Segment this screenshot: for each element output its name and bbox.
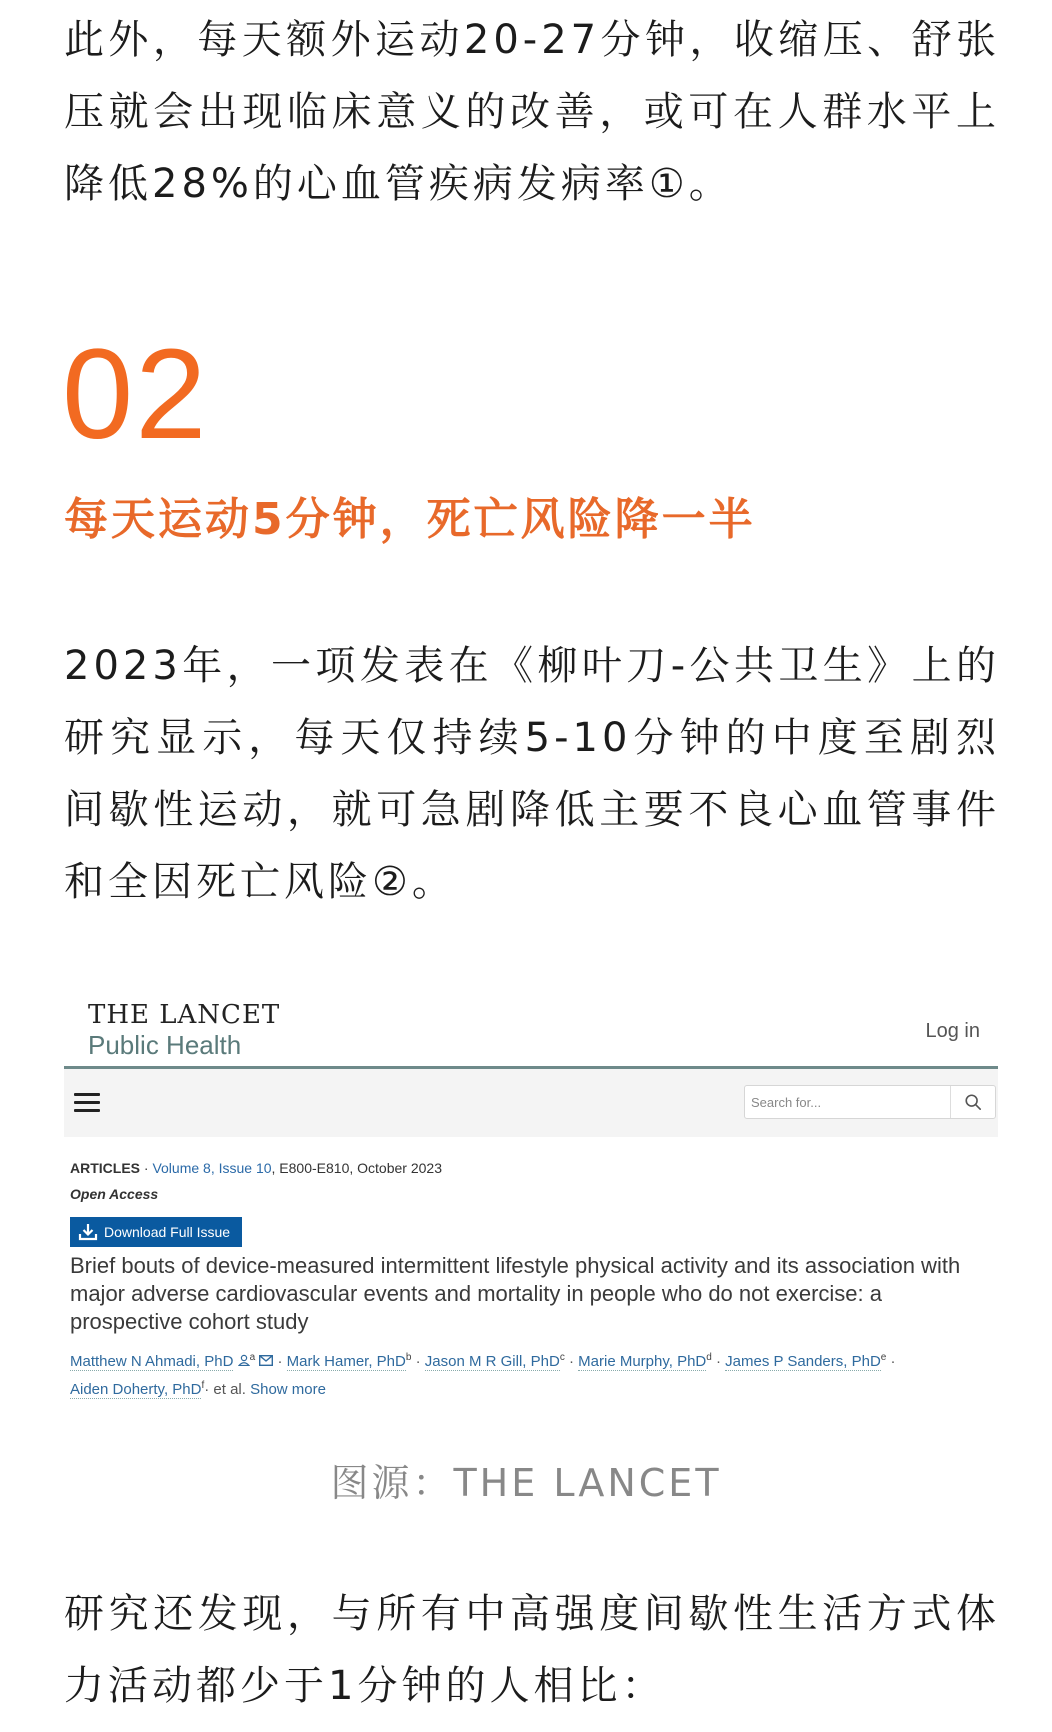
lancet-screenshot-image <box>64 990 998 1430</box>
author-link[interactable]: Matthew N Ahmadi, PhD <box>70 1353 234 1370</box>
affiliation-sup: a <box>249 1352 256 1363</box>
meta-separator: · <box>140 1160 153 1176</box>
search-input[interactable] <box>745 1086 950 1118</box>
login-link[interactable]: Log in <box>925 1020 980 1042</box>
lancet-logo-line1: THE LANCET <box>88 1000 281 1030</box>
volume-issue-link[interactable]: Volume 8, Issue 10 <box>152 1160 272 1176</box>
author-list: Matthew N Ahmadi, PhD $^a$ · Mark Hamer, PhD$^b$ · Jason M R Gill, PhD$^c$ · Marie Murphy, PhD$^d$ · James P Sanders, PhD$^e$ · Aiden Doherty, PhD$^f$· et al. Show more <box>70 1352 896 1398</box>
download-full-issue-button[interactable] <box>70 1217 242 1247</box>
article-title[interactable]: Brief bouts of device-measured intermittent lifestyle physical activity and its association with major adverse cardiovascular events and mortality in people who do not exercise: a prospective cohort study <box>70 1253 961 1334</box>
affiliation-sup: b <box>405 1352 412 1363</box>
paragraph-comparison: 研究还发现，与所有中高强度间歇性生活方式体力活动都少于1分钟的人相比： <box>64 1591 1000 1709</box>
lancet-logo-line2: Public Health <box>88 1030 242 1060</box>
author-link[interactable]: James P Sanders, PhD <box>725 1353 881 1370</box>
author-link[interactable]: Marie Murphy, PhD <box>578 1353 707 1370</box>
search-button[interactable] <box>950 1086 995 1118</box>
affiliation-sup: f <box>201 1380 205 1391</box>
hamburger-icon[interactable] <box>74 1093 100 1113</box>
article-meta <box>70 1160 442 1176</box>
person-icon <box>238 1354 250 1366</box>
affiliation-sup: c <box>559 1352 565 1363</box>
search-icon <box>964 1093 982 1111</box>
pages-date: , E800-E810, October 2023 <box>271 1160 442 1176</box>
affiliation-sup: d <box>706 1352 712 1363</box>
et-al: · et al. <box>204 1381 246 1398</box>
author-link[interactable]: Aiden Doherty, PhD <box>70 1381 202 1398</box>
lancet-navbar <box>64 1066 998 1137</box>
author-link[interactable]: Jason M R Gill, PhD <box>424 1353 560 1370</box>
lancet-logo <box>88 1000 280 1060</box>
section-title: 每天运动5分钟，死亡风险降一半 <box>64 494 756 545</box>
image-caption: 图源：THE LANCET <box>330 1461 722 1505</box>
section-number: 02 <box>62 323 209 466</box>
search-box <box>744 1085 996 1119</box>
open-access-label: Open Access <box>70 1186 159 1202</box>
email-icon[interactable] <box>259 1355 273 1366</box>
paragraph-blood-pressure: 此外，每天额外运动20-27分钟，收缩压、舒张压就会出现临床意义的改善，或可在人群水平上降低28%的心血管疾病发病率①。 <box>64 17 1000 207</box>
download-icon <box>78 1223 98 1241</box>
affiliation-sup: e <box>880 1352 887 1363</box>
show-more-link[interactable]: Show more <box>250 1381 326 1398</box>
paragraph-lancet-study: 2023年，一项发表在《柳叶刀-公共卫生》上的研究显示，每天仅持续5-10分钟的中度至剧烈间歇性运动，就可急剧降低主要不良心血管事件和全因死亡风险②。 <box>64 643 1000 905</box>
author-link[interactable]: Mark Hamer, PhD <box>286 1353 406 1370</box>
article-type: ARTICLES <box>70 1160 140 1176</box>
download-button-label: Download Full Issue <box>104 1224 231 1240</box>
